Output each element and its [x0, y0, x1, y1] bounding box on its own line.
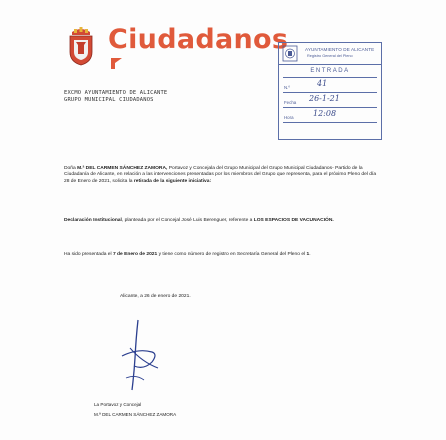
document-date: Alicante, a 26 de enero de 2021. [120, 294, 191, 299]
handwritten-signature [108, 318, 168, 394]
signatory-role: La Portavoz y Concejal [94, 402, 142, 407]
stamp-date-value: 26-1-21 [309, 94, 340, 103]
text-run: y tiene como número de registro en Secretaría General del Pleno el [157, 252, 307, 257]
text-run: , planteada por el Concejal José Luis Berenguer, referente a [121, 218, 254, 223]
stamp-number-value: 41 [317, 79, 328, 88]
initiative-paragraph [64, 218, 382, 224]
stamp-divider [283, 92, 377, 93]
org-line-2: GRUPO MUNICIPAL CIUDADANOS [64, 97, 154, 103]
ciudadanos-logo-icon [110, 56, 124, 70]
stamp-date-label: Fecha [284, 100, 297, 105]
initiative-type: Declaración Institucional [64, 218, 122, 223]
stamp-number-label: N.º [284, 85, 290, 90]
stamp-header [279, 43, 381, 65]
signatory-name: M.ª DEL CARMEN SÁNCHEZ ZAMORA [94, 412, 177, 417]
stamp-time-value: 12:08 [313, 109, 337, 118]
stamp-entrada: ENTRADA [310, 68, 350, 74]
registry-number: 1 [306, 252, 310, 257]
stamp-authority: AYUNTAMIENTO DE ALICANTE [305, 47, 375, 52]
text-run: Ha sido presentada el [64, 252, 113, 257]
initiative-subject: LOS ESPACIOS DE VACUNACIÓN. [253, 218, 334, 223]
text-run: . [309, 252, 311, 257]
text-run: Portavoz y Concejala del Grupo Municipal del Grupo Municipal Ciudadanos- Partido de la Ciudadanía de Alicante, en relación a las intervenciones presentadas por los miembros del Grupo que representa, para el próximo Pleno del día 28 de Enero de 2021, solicita la [64, 166, 377, 184]
stamp-registry: Registro General del Pleno [307, 54, 353, 58]
stamp-divider [283, 107, 377, 108]
signatory-name-inline: M.ª DEL CARMEN SÁNCHEZ ZAMORA, [77, 166, 168, 171]
stamp-entry-box [279, 65, 381, 139]
withdrawal-phrase: retirada de la siguiente iniciativa: [133, 178, 212, 184]
request-paragraph [64, 166, 382, 185]
seal-icon [282, 45, 298, 62]
alicante-crest-icon [64, 26, 98, 66]
brand-name: Ciudadanos [108, 24, 289, 55]
text-run: Doña [64, 166, 78, 171]
stamp-divider [283, 77, 377, 78]
stamp-divider [283, 122, 377, 123]
registry-stamp [278, 42, 382, 140]
organization-block [64, 90, 167, 104]
stamp-time-label: Hora [284, 115, 294, 120]
presentation-date: 7 de Enero de 2021 [112, 252, 158, 257]
org-line-1: EXCMO AYUNTAMIENTO DE ALICANTE [64, 90, 168, 96]
registration-paragraph [64, 252, 382, 258]
